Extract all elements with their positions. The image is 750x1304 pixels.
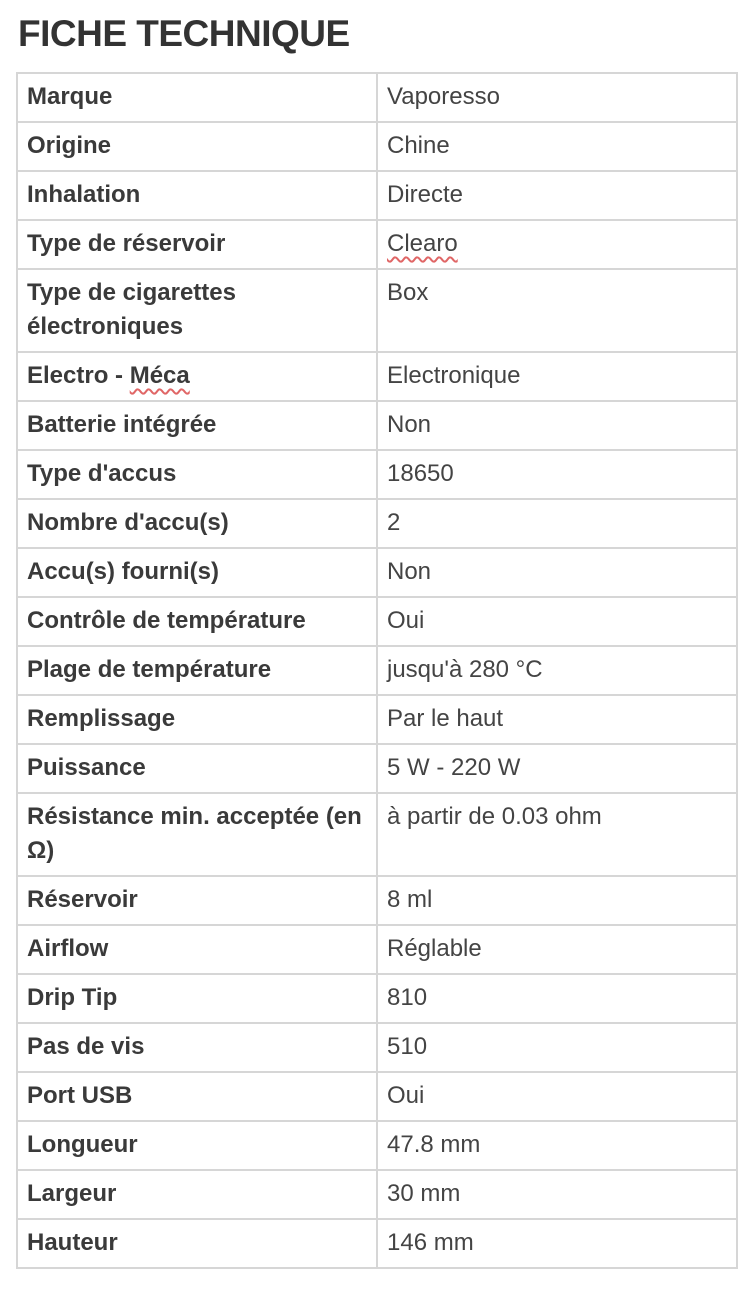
spec-row [17, 876, 737, 925]
spec-label: Résistance min. acceptée (en Ω) [17, 793, 377, 876]
spec-value: Par le haut [377, 695, 737, 744]
spec-value: 810 [377, 974, 737, 1023]
spec-label: Pas de vis [17, 1023, 377, 1072]
spellcheck-word: Clearo [387, 230, 458, 257]
spec-row [17, 352, 737, 401]
spec-label: Puissance [17, 744, 377, 793]
spec-row [17, 548, 737, 597]
spec-value: Réglable [377, 925, 737, 974]
spec-table [16, 72, 738, 1269]
spec-label: Drip Tip [17, 974, 377, 1023]
spec-row [17, 1219, 737, 1268]
spec-value: Non [377, 401, 737, 450]
spec-label: Réservoir [17, 876, 377, 925]
spec-row [17, 646, 737, 695]
spec-row [17, 1072, 737, 1121]
spec-label: Electro - Méca [17, 352, 377, 401]
spec-value: jusqu'à 280 °C [377, 646, 737, 695]
spec-row [17, 73, 737, 122]
spec-value: Oui [377, 597, 737, 646]
spec-table-body [17, 73, 737, 1268]
spec-label: Plage de température [17, 646, 377, 695]
spec-row [17, 974, 737, 1023]
spec-label: Batterie intégrée [17, 401, 377, 450]
spec-value: Box [377, 269, 737, 352]
spec-value: Chine [377, 122, 737, 171]
spec-row [17, 597, 737, 646]
spec-row [17, 499, 737, 548]
spec-value: à partir de 0.03 ohm [377, 793, 737, 876]
spec-label: Airflow [17, 925, 377, 974]
spec-row [17, 1170, 737, 1219]
spec-label: Hauteur [17, 1219, 377, 1268]
spec-row [17, 925, 737, 974]
spec-value: 30 mm [377, 1170, 737, 1219]
spec-label: Type de cigarettes électroniques [17, 269, 377, 352]
spec-label: Inhalation [17, 171, 377, 220]
spec-label: Nombre d'accu(s) [17, 499, 377, 548]
spec-row [17, 1121, 737, 1170]
spec-value [377, 220, 737, 269]
spec-row [17, 1023, 737, 1072]
spec-label: Remplissage [17, 695, 377, 744]
spec-row [17, 171, 737, 220]
spec-label: Origine [17, 122, 377, 171]
spec-value: 2 [377, 499, 737, 548]
spec-label: Largeur [17, 1170, 377, 1219]
spec-row [17, 401, 737, 450]
spec-value: Directe [377, 171, 737, 220]
spec-row [17, 269, 737, 352]
spec-label: Port USB [17, 1072, 377, 1121]
spec-row [17, 793, 737, 876]
spec-value: Vaporesso [377, 73, 737, 122]
spec-label: Type d'accus [17, 450, 377, 499]
spec-value: 8 ml [377, 876, 737, 925]
spec-row [17, 695, 737, 744]
spec-value: Non [377, 548, 737, 597]
spec-row [17, 744, 737, 793]
spec-value: 510 [377, 1023, 737, 1072]
spec-row [17, 122, 737, 171]
spec-row [17, 220, 737, 269]
spec-label: Type de réservoir [17, 220, 377, 269]
spec-value: Oui [377, 1072, 737, 1121]
spec-row [17, 450, 737, 499]
spec-value: 5 W - 220 W [377, 744, 737, 793]
spec-label: Accu(s) fourni(s) [17, 548, 377, 597]
spec-label: Marque [17, 73, 377, 122]
page-title: FICHE TECHNIQUE [18, 13, 350, 54]
spec-value: 146 mm [377, 1219, 737, 1268]
spec-value: Electronique [377, 352, 737, 401]
spec-label: Contrôle de température [17, 597, 377, 646]
spec-value: 47.8 mm [377, 1121, 737, 1170]
spec-label: Longueur [17, 1121, 377, 1170]
spellcheck-word: Méca [129, 362, 190, 389]
spec-value: 18650 [377, 450, 737, 499]
